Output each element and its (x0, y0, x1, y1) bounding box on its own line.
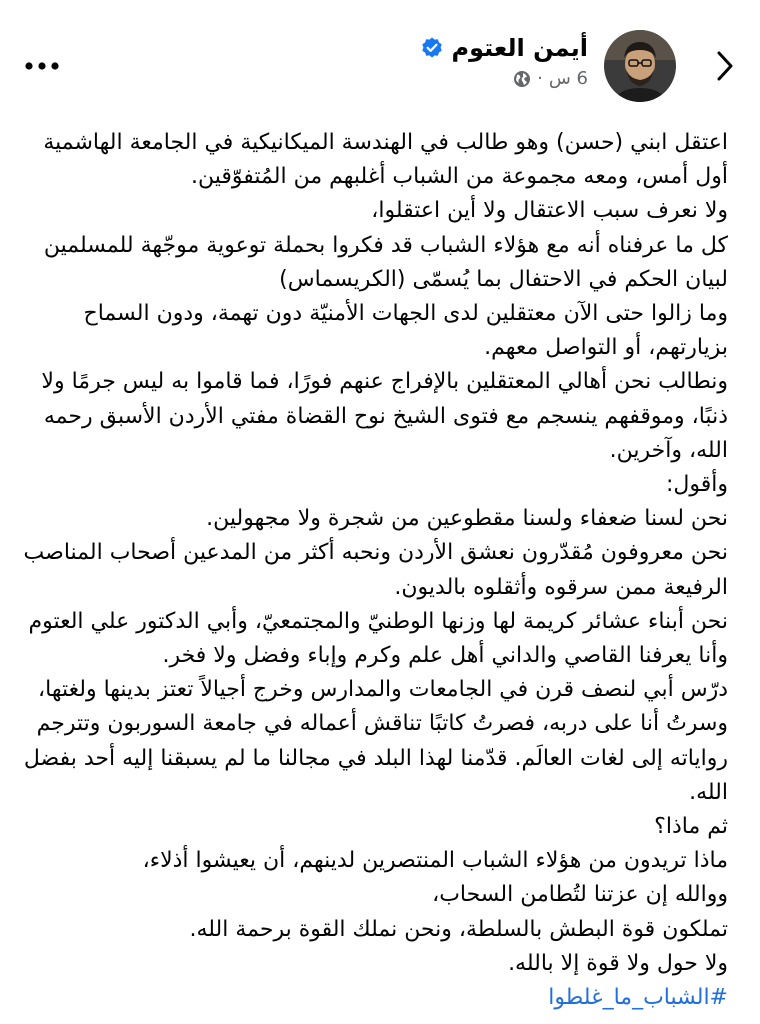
post-line: ولا حول ولا قوة إلا بالله. (508, 950, 728, 976)
post-meta (420, 68, 589, 89)
post-time[interactable]: 6 س (548, 68, 588, 89)
hashtag-link[interactable]: #الشباب_ما_غلطوا (548, 985, 728, 1011)
author-block (420, 34, 589, 89)
post-header (0, 0, 760, 110)
chevron-right-icon (717, 51, 733, 81)
post-line: ونطالب نحن أهالي المعتقلين بالإفراج عنهم فورًا، فما قاموا به ليس جرمًا ولا ذنبًا، وموقفهم ينسجم مع فتوى الشيخ نوح القضاة مفتي الأردن الأسبق رحمه الله، وآخرين. (41, 369, 728, 463)
back-button[interactable] (710, 44, 740, 88)
post-line: وأقول: (665, 472, 728, 498)
post-line: نحن معروفون مُقدّرون نعشق الأردن ونحبه أكثر من المدعين أصحاب المناصب الرفيعة ممن سرقوه وأثقلوه بالديون. (23, 540, 728, 600)
post-line: ولا نعرف سبب الاعتقال ولا أين اعتقلوا، (371, 198, 728, 224)
post-line: ماذا تريدون من هؤلاء الشباب المنتصرين لدينهم، أن يعيشوا أذلاء، (142, 848, 728, 874)
post-line: ثم ماذا؟ (654, 814, 728, 840)
author-name[interactable]: أيمن العتوم (451, 34, 588, 62)
post-line: نحن أبناء عشائر كريمة لها وزنها الوطنيّ والمجتمعيّ، وأبي الدكتور علي العتوم وأنا يعرفنا القاصي والداني أهل علم وكرم وإباء وفضل ولا فخر. (28, 608, 728, 669)
post-line: كل ما عرفناه أنه مع هؤلاء الشباب قد فكروا بحملة توعوية موجّهة للمسلمين لبيان الحكم في الاحتفال بما يُسمّى (الكريسماس) (43, 232, 728, 292)
post-line: تملكون قوة البطش بالسلطة، ونحن نملك القوة برحمة الله. (189, 916, 728, 942)
post-line: نحن لسنا ضعفاء ولسنا مقطوعين من شجرة ولا مجهولين. (206, 506, 728, 532)
verified-badge-icon (420, 36, 444, 60)
post-body (22, 126, 728, 1015)
avatar[interactable] (604, 30, 676, 102)
profile-photo (604, 30, 676, 102)
post-line: درّس أبي لنصف قرن في الجامعات والمدارس وخرج أجيالاً تعتز بدينها ولغتها، وسرتُ أنا على دربه، فصرتُ كاتبًا تناقش أعماله في جامعة السوربون وتترجم رواياته إلى لغات العالَم. قدّمنا لهذا البلد في مجالنا ما لم يسبقنا إليه أحد بفضل الله. (23, 677, 728, 805)
post-line: وما زالوا حتى الآن معتقلين لدى الجهات الأمنيّة دون تهمة، ودون السماح بزيارتهم، أو التواصل معهم. (83, 301, 728, 361)
globe-icon[interactable] (513, 70, 531, 88)
more-options-button[interactable] (22, 52, 62, 80)
post-line: ووالله إن عزتنا لتُطامن السحاب، (432, 882, 728, 908)
post-line: اعتقل ابني (حسن) وهو طالب في الهندسة الميكانيكية في الجامعة الهاشمية أول أمس، ومعه مجموعة من الشباب أغلبهم من المُتفوّقين. (43, 130, 728, 190)
meta-separator: · (537, 68, 543, 89)
more-dots-icon (25, 62, 59, 70)
author-row (420, 34, 589, 62)
